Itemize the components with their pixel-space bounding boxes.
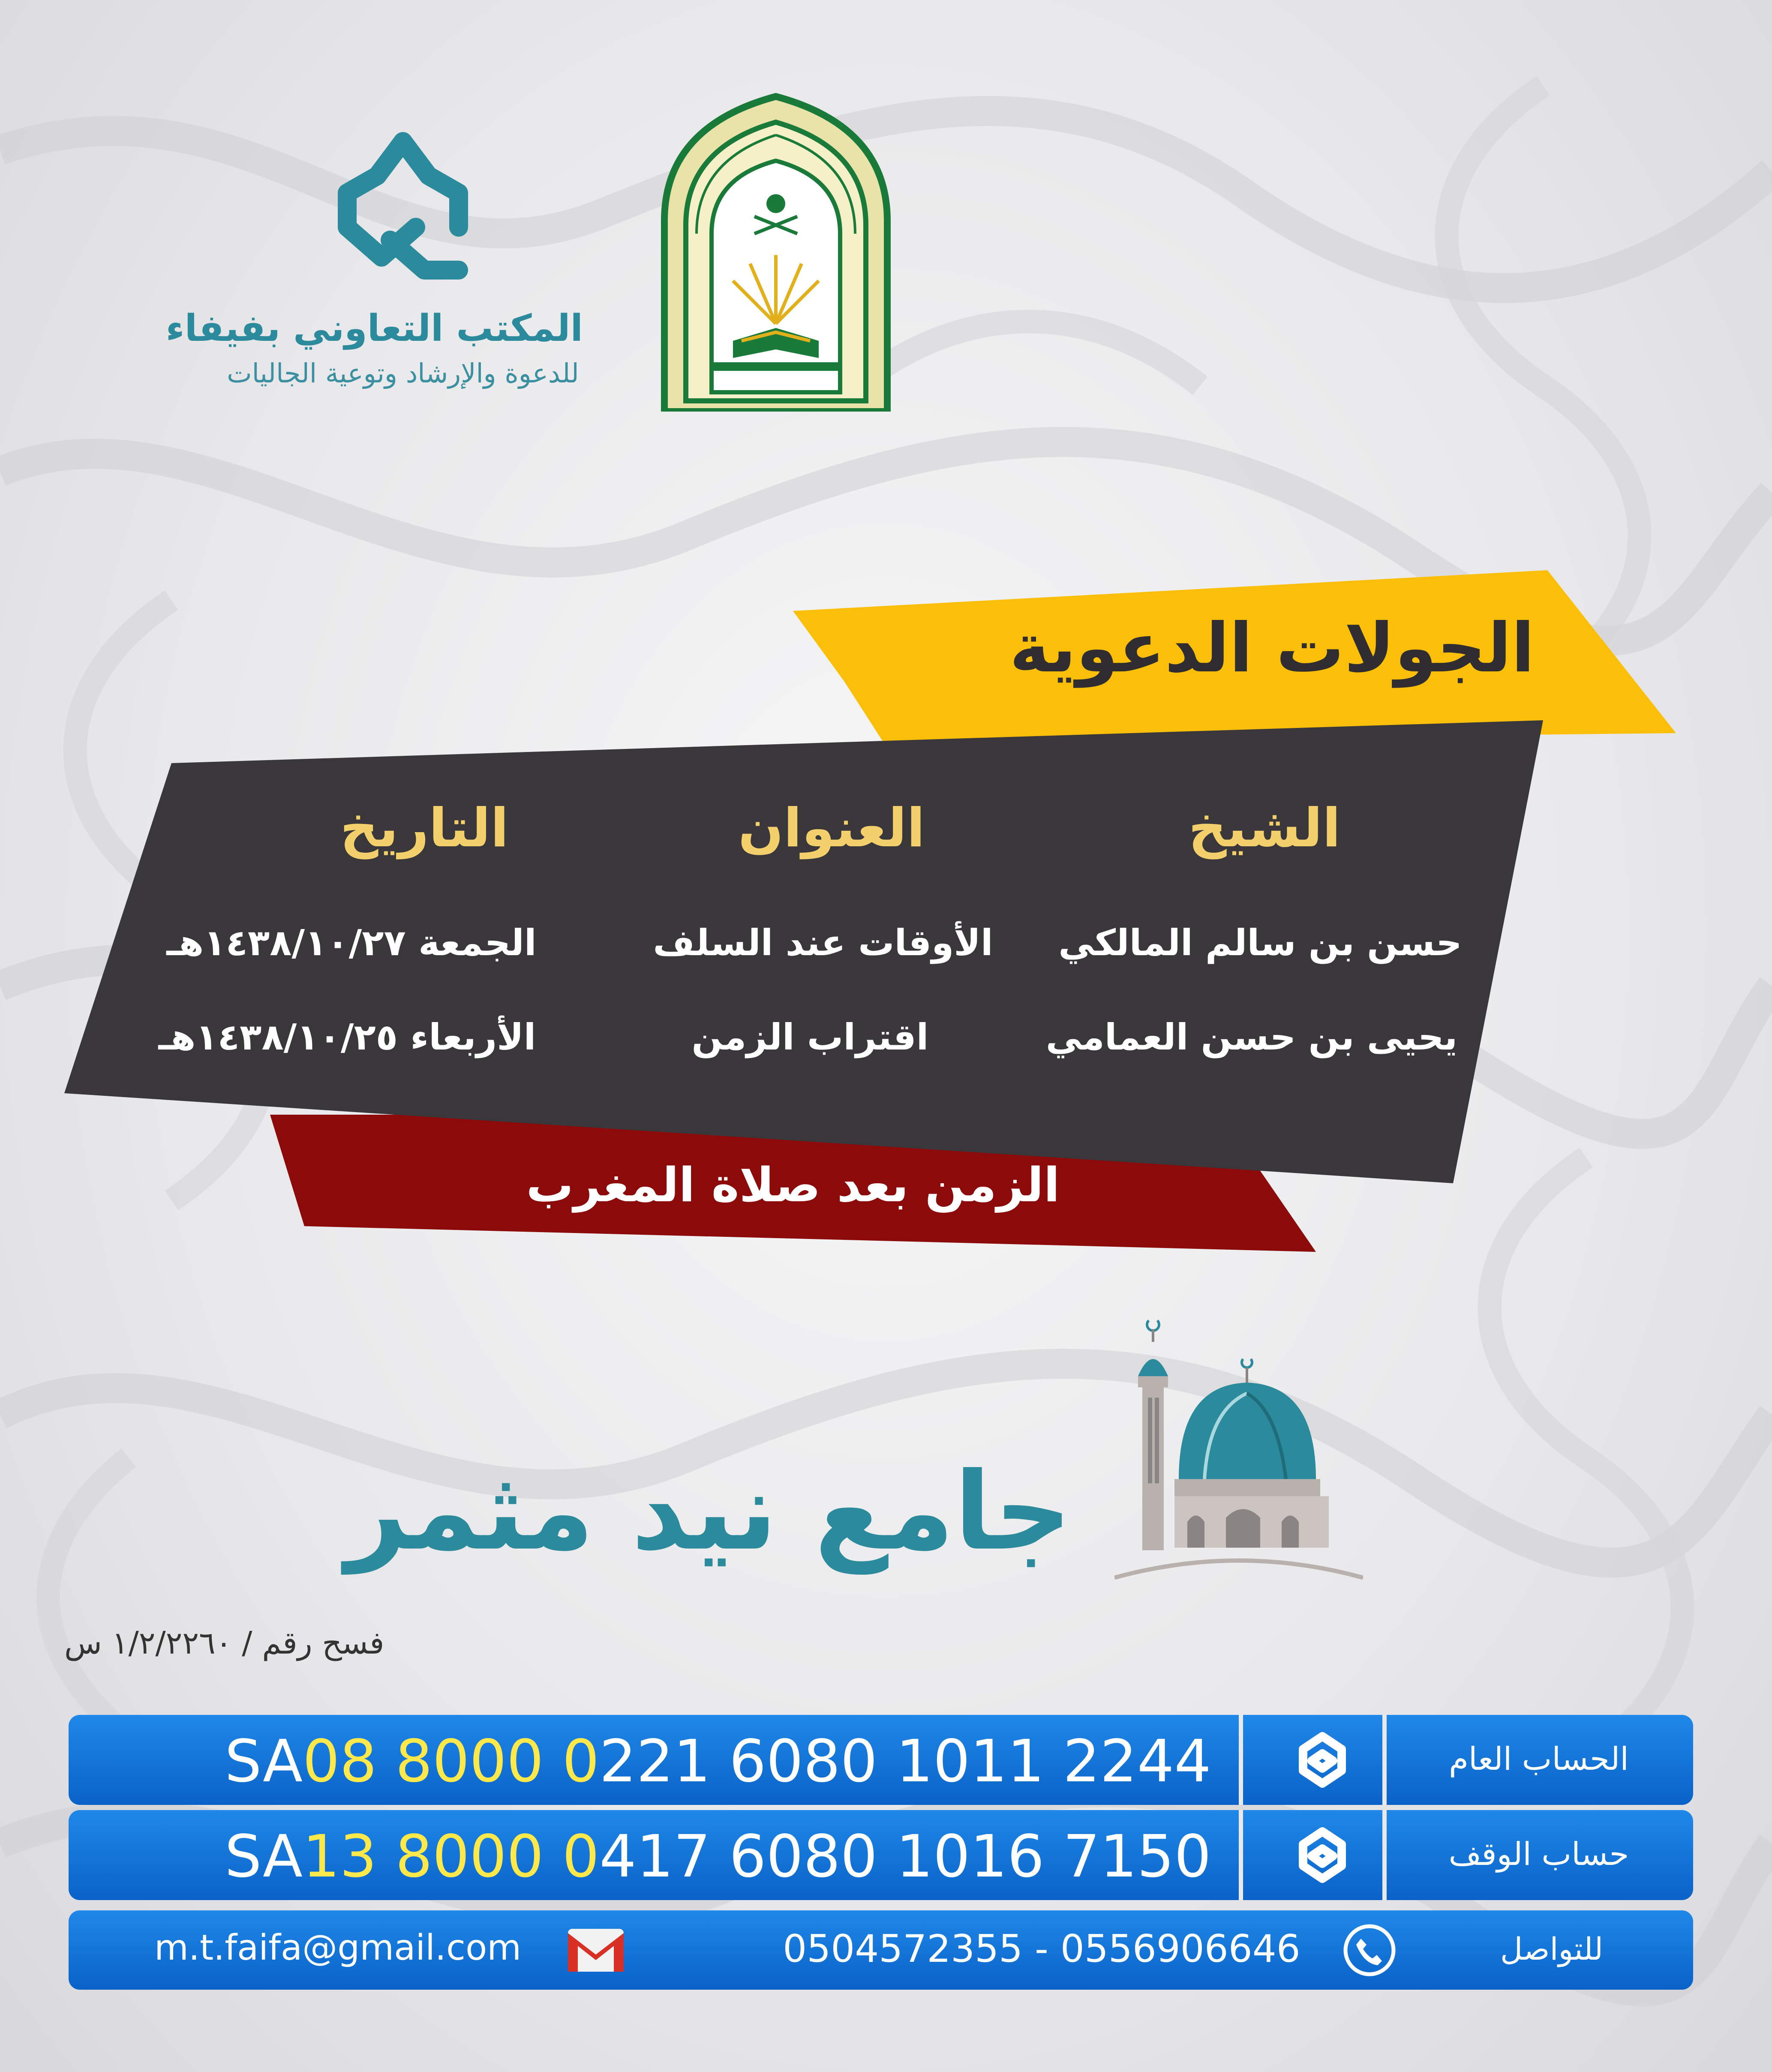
office-emblem-icon [330, 129, 476, 292]
time-note: الزمن بعد صلاة المغرب [526, 1158, 1060, 1212]
header-sheikh: الشيخ [1188, 797, 1341, 859]
header-date: التاريخ [340, 797, 509, 859]
account-iban-general: SA08 8000 0221 6080 1011 2244 [225, 1728, 1211, 1795]
account-bar-general [69, 1715, 1693, 1805]
office-name: المكتب التعاوني بفيفاء [165, 307, 583, 350]
account-iban-waqf: SA13 8000 0417 6080 1016 7150 [225, 1823, 1211, 1891]
office-logo [165, 129, 583, 429]
contact-bar [69, 1910, 1693, 1990]
contact-email[interactable]: m.t.faifa@gmail.com [154, 1928, 522, 1968]
row1-date: الجمعة ١٤٣٨/١٠/٢٧هـ [166, 922, 537, 964]
account-bar-waqf [69, 1810, 1693, 1900]
account-label-general: الحساب العام [1449, 1741, 1629, 1777]
row2-topic: اقتراب الزمن [691, 1016, 929, 1058]
row1-topic: الأوقات عند السلف [653, 922, 993, 964]
header-topic: العنوان [738, 797, 925, 859]
page-title: الجولات الدعوية [1009, 609, 1535, 688]
office-subtitle: للدعوة والإرشاد وتوعية الجاليات [227, 358, 579, 389]
mosque-icon [1114, 1312, 1363, 1586]
row2-date: الأربعاء ١٤٣٨/١٠/٢٥هـ [158, 1016, 536, 1058]
contact-phones[interactable]: 0504572355 - 0556906646 [783, 1927, 1300, 1971]
mosque-name: جامع نيد مثمر [345, 1449, 1072, 1574]
bank-icon [1290, 1730, 1355, 1790]
account-label-waqf: حساب الوقف [1448, 1836, 1629, 1873]
contact-label: للتواصل [1500, 1931, 1604, 1967]
bank-icon [1290, 1825, 1355, 1885]
row1-sheikh: حسن بن سالم المالكي [1058, 922, 1462, 964]
permit-number: فسح رقم / ١/٢/٢٢٦٠ س [64, 1625, 384, 1661]
ministry-logo [656, 92, 896, 412]
row2-sheikh: يحيى بن حسن العمامي [1045, 1016, 1458, 1058]
